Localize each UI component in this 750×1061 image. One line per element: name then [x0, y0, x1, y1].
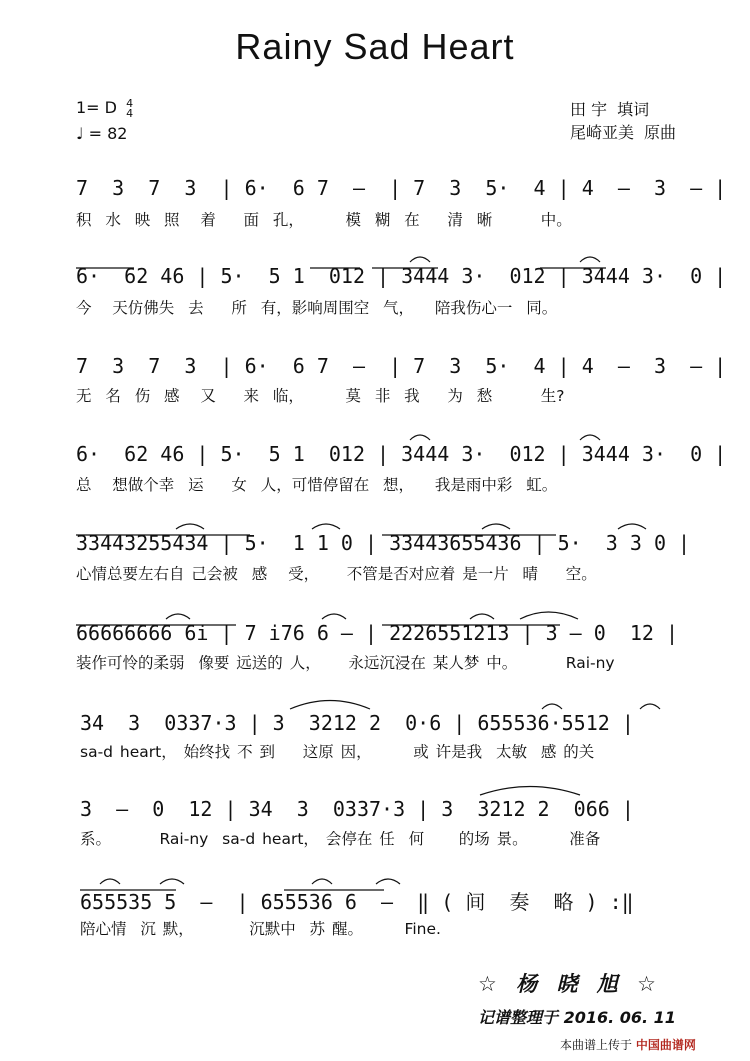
notation-row-7: 34 3 0337·3 | 3 3212 2 0·6 | 655536·5512 | — [80, 711, 634, 735]
upload-brand-logo: 中国曲谱网 — [635, 1038, 696, 1052]
lyrics-row-9: 陪心情 沉 默， 沉默中 苏 醒。 Fine. — [80, 920, 441, 938]
slur-arc — [480, 787, 580, 796]
notation-row-1: 7 3 7 3 | 6· 6 7 – | 7 3 5· 4 | 4 – 3 – | — [76, 176, 727, 200]
lyrics-row-7: sa-d heart， 始终找 不 到 这原 因， 或 许是我 太敏 感 的关 — [80, 743, 595, 761]
lyrics-row-2: 今 天仿佛失 去 所 有，影响周围空 气， 陪我伤心一 同。 — [76, 299, 558, 317]
slur-arc — [176, 524, 204, 529]
notation-row-3: 7 3 7 3 | 6· 6 7 – | 7 3 5· 4 | 4 – 3 – | — [76, 354, 727, 378]
slur-arc — [160, 879, 184, 884]
credit-name: 田 宇 — [570, 100, 608, 119]
slur-arc — [322, 614, 346, 619]
time-bottom: 4 — [126, 106, 134, 120]
slur-arc — [166, 614, 190, 619]
lyrics-row-4: 总 想做个幸 运 女 人，可惜停留在 想， 我是雨中彩 虹。 — [76, 476, 558, 494]
lyrics-row-8: 系。 Rai-ny sa-d heart， 会停在 任 何 的场 景。 准备 — [80, 830, 601, 848]
notation-row-4: 6· 62 46 | 5· 5 1 012 | 3444 3· 012 | 3444 3· 0 | — [76, 442, 727, 466]
key-text: 1= D — [76, 98, 117, 117]
time-top: 4 — [126, 96, 134, 110]
notation-row-5: 33443255434 | 5· 1 1 0 | 33443655436 | 5· 3 3 0 | — [76, 531, 691, 555]
lyrics-row-3: 无 名 伤 感 又 来 临， 莫 非 我 为 愁 生? — [76, 387, 565, 405]
credit-role: 原曲 — [644, 123, 677, 142]
slur-arc — [376, 879, 400, 884]
slur-arc — [312, 524, 340, 529]
slur-arc — [100, 879, 120, 884]
slur-arc — [312, 879, 332, 884]
slur-arc — [410, 257, 430, 262]
arranger-name: ☆ 杨 晓 旭 ☆ — [478, 972, 662, 996]
tempo-marking: ♩ = 82 — [76, 124, 128, 143]
credit-name: 尾崎亚美 — [570, 123, 635, 142]
slur-arc — [580, 257, 600, 262]
notation-row-2: 6· 62 46 | 5· 5 1 012 | 3444 3· 012 | 3444 3· 0 | — [76, 264, 727, 288]
slur-arc — [640, 704, 660, 709]
slur-arc — [290, 701, 370, 710]
slur-arc — [470, 614, 494, 619]
slur-arc — [542, 704, 562, 709]
lyrics-row-1: 积 水 映 照 着 面 孔， 模 糊 在 清 晰 中。 — [76, 211, 572, 229]
slur-arc — [618, 524, 646, 529]
slur-arc — [520, 612, 578, 619]
score-title: Rainy Sad Heart — [235, 26, 515, 67]
notation-row-8: 3 – 0 12 | 34 3 0337·3 | 3 3212 2 066 | — [80, 797, 634, 821]
arrangement-date: 记谱整理于 2016. 06. 11 — [478, 1008, 676, 1027]
slur-arc — [410, 435, 430, 440]
credit-role: 填词 — [617, 100, 650, 119]
upload-prefix: 本曲谱上传于 — [560, 1038, 633, 1052]
lyrics-row-6: 装作可怜的柔弱 像要 远送的 人， 永远沉浸在 某人梦 中。 Rai-ny — [76, 654, 615, 672]
lyrics-row-5: 心情总要左右自 己会被 感 受， 不管是否对应着 是一片 晴 空。 — [76, 565, 597, 583]
upload-note — [560, 1036, 696, 1053]
notation-row-6: 66666666 6i | 7 i76 6 – | 2226551213 | 3 – 0 12 | — [76, 621, 679, 645]
slur-arc — [580, 435, 600, 440]
slur-arc — [482, 524, 510, 529]
notation-row-9: 655535 5 – | 655536 6 – ‖ ( 间 奏 略 ) :‖ — [80, 890, 634, 914]
